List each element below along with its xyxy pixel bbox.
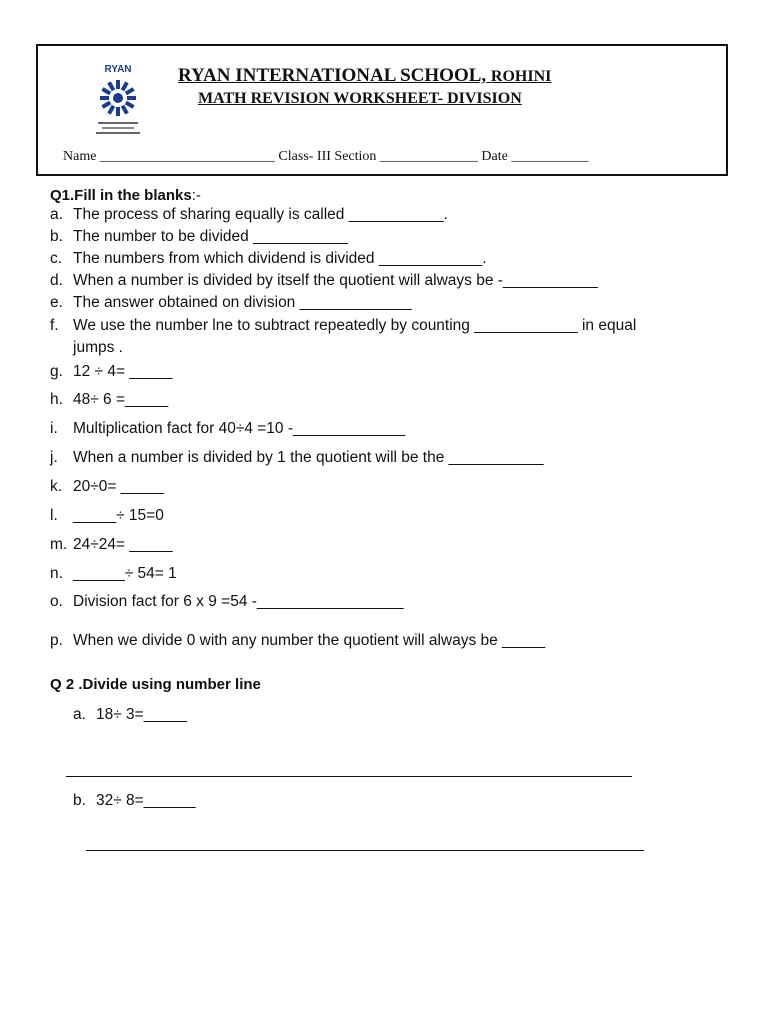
q1-item-e bbox=[50, 292, 412, 314]
item-letter: k. bbox=[50, 478, 63, 495]
item-letter: d. bbox=[50, 272, 63, 289]
item-text: When a number is divided by itself the quotient will always be -___________ bbox=[73, 272, 598, 289]
q1-item-k bbox=[50, 476, 164, 498]
item-letter: h. bbox=[50, 391, 63, 408]
school-name-text: RYAN INTERNATIONAL SCHOOL, bbox=[178, 65, 487, 86]
q1-item-a bbox=[50, 204, 448, 226]
worksheet-title: MATH REVISION WORKSHEET- DIVISION bbox=[198, 90, 522, 107]
item-text: When we divide 0 with any number the quotient will always be _____ bbox=[73, 632, 546, 649]
logo-emblem-icon bbox=[90, 64, 146, 140]
item-text: When a number is divided by 1 the quotient will be the ___________ bbox=[73, 449, 544, 466]
item-letter: a. bbox=[73, 706, 86, 723]
school-logo bbox=[90, 64, 146, 140]
item-letter: e. bbox=[50, 294, 63, 311]
item-text: The answer obtained on division _____________ bbox=[73, 294, 412, 311]
logo-text: RYAN bbox=[104, 64, 132, 75]
item-letter: o. bbox=[50, 593, 63, 610]
item-letter: j. bbox=[50, 449, 58, 466]
item-text: 12 ÷ 4= _____ bbox=[73, 363, 173, 380]
q1-item-d bbox=[50, 270, 598, 292]
q1-item-p bbox=[50, 630, 545, 652]
item-letter: b. bbox=[73, 792, 86, 809]
header-box bbox=[36, 44, 728, 176]
q2-item-a bbox=[73, 704, 187, 726]
item-letter: a. bbox=[50, 206, 63, 223]
school-location: ROHINI bbox=[490, 68, 552, 85]
q1-item-l bbox=[50, 505, 164, 527]
q1-item-m bbox=[50, 534, 172, 556]
item-text: 20÷0= _____ bbox=[73, 478, 164, 495]
q1-item-f bbox=[50, 315, 636, 359]
q1-item-b bbox=[50, 226, 348, 248]
answer-line-a bbox=[66, 776, 632, 777]
q1-item-n bbox=[50, 563, 177, 585]
item-text-line1: We use the number lne to subtract repeatedly by counting ____________ in equal bbox=[73, 317, 637, 334]
q2-item-b bbox=[73, 790, 195, 812]
item-text: 24÷24= _____ bbox=[73, 536, 173, 553]
item-text: Multiplication fact for 40÷4 =10 -_____________ bbox=[73, 420, 406, 437]
item-letter: c. bbox=[50, 250, 63, 267]
item-letter: i. bbox=[50, 420, 58, 437]
student-info-line: Name _________________________ Class- III Section ______________ Date ___________ bbox=[63, 149, 589, 164]
item-letter: m. bbox=[50, 536, 68, 553]
school-name bbox=[178, 65, 551, 87]
q1-item-h bbox=[50, 389, 168, 411]
item-letter: n. bbox=[50, 565, 63, 582]
q1-item-c bbox=[50, 248, 487, 270]
q2-heading: Q 2 .Divide using number line bbox=[50, 676, 261, 693]
q1-heading bbox=[50, 187, 201, 204]
item-text: 32÷ 8=______ bbox=[96, 792, 196, 809]
q1-title-suffix: :- bbox=[191, 187, 201, 204]
item-letter: g. bbox=[50, 363, 63, 380]
item-letter: f. bbox=[50, 317, 59, 334]
item-text: _____÷ 15=0 bbox=[73, 507, 164, 524]
q1-item-o bbox=[50, 591, 403, 613]
answer-line-b bbox=[86, 850, 644, 851]
item-text: Division fact for 6 x 9 =54 -_________________ bbox=[73, 593, 404, 610]
item-text-line2: jumps . bbox=[73, 339, 123, 356]
item-text bbox=[73, 315, 636, 359]
q1-item-j bbox=[50, 447, 544, 469]
item-text: The process of sharing equally is called ___________. bbox=[73, 206, 448, 223]
q1-title: Q1.Fill in the blanks bbox=[50, 187, 192, 204]
item-text: 48÷ 6 =_____ bbox=[73, 391, 169, 408]
q1-item-g bbox=[50, 361, 172, 383]
item-letter: p. bbox=[50, 632, 63, 649]
item-letter: b. bbox=[50, 228, 63, 245]
item-text: 18÷ 3=_____ bbox=[96, 706, 187, 723]
q1-item-i bbox=[50, 418, 405, 440]
item-letter: l. bbox=[50, 507, 58, 524]
item-text: The numbers from which dividend is divided ____________. bbox=[73, 250, 487, 267]
item-text: ______÷ 54= 1 bbox=[73, 565, 177, 582]
item-text: The number to be divided ___________ bbox=[73, 228, 348, 245]
